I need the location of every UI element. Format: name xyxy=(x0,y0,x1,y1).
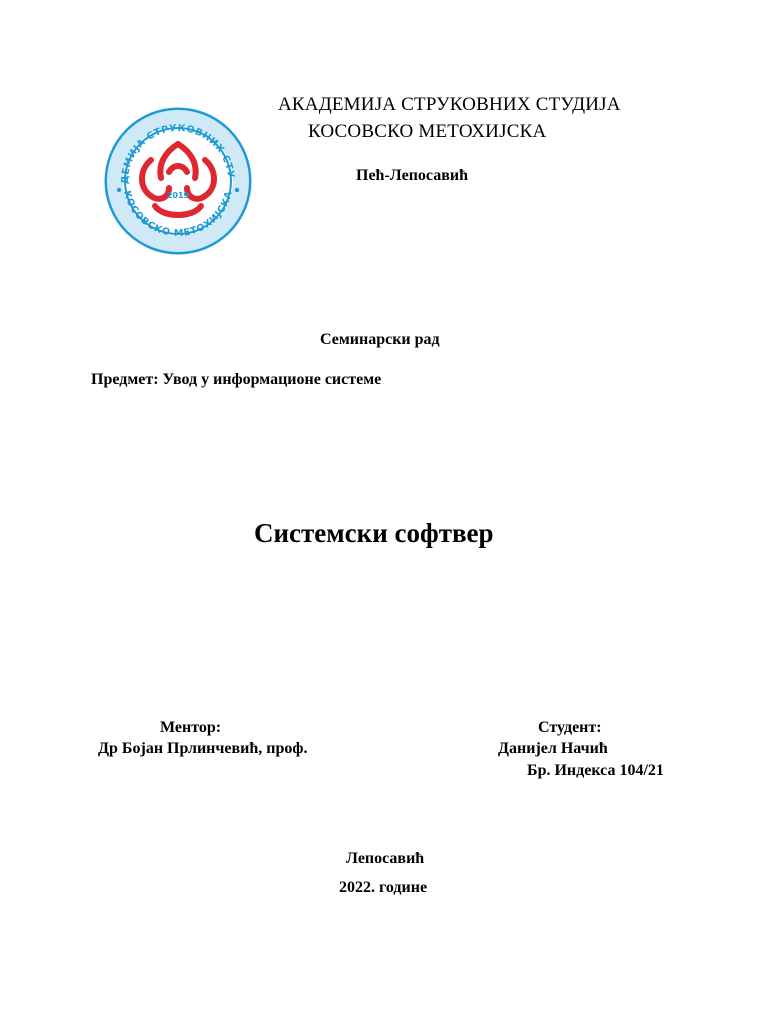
student-index: Бр. Индекса 104/21 xyxy=(527,762,664,779)
document-type: Семинарски рад xyxy=(320,331,440,348)
logo-ring-text-top: ДЕМИЈА СТРУКОВНИХ СТУ xyxy=(119,122,237,185)
institution-name-line1: АКАДЕМИЈА СТРУКОВНИХ СТУДИЈА xyxy=(278,94,621,115)
mentor-name: Др Бојан Прлинчевић, проф. xyxy=(98,740,308,757)
logo-year: 2019 xyxy=(166,191,190,200)
mentor-label: Ментор: xyxy=(160,719,222,736)
footer-year: 2022. године xyxy=(339,879,428,896)
logo-ring-band xyxy=(115,118,241,244)
document-title: Системски софтвер xyxy=(254,518,494,548)
institution-location: Пећ-Лепосавић xyxy=(356,167,468,184)
footer-city: Лепосавић xyxy=(346,850,425,867)
logo-ring-text-bottom: КОСОВСКО МЕТОХИЈСКА xyxy=(120,189,236,240)
institution-name-line2: КОСОВСКО МЕТОХИЈСКА xyxy=(308,121,547,142)
academy-logo xyxy=(103,106,253,256)
logo-emblem-icon xyxy=(142,144,214,215)
student-label: Студент: xyxy=(538,719,602,736)
document-subject: Предмет: Увод у информационе системе xyxy=(91,371,382,388)
student-name: Данијел Начић xyxy=(498,740,608,757)
